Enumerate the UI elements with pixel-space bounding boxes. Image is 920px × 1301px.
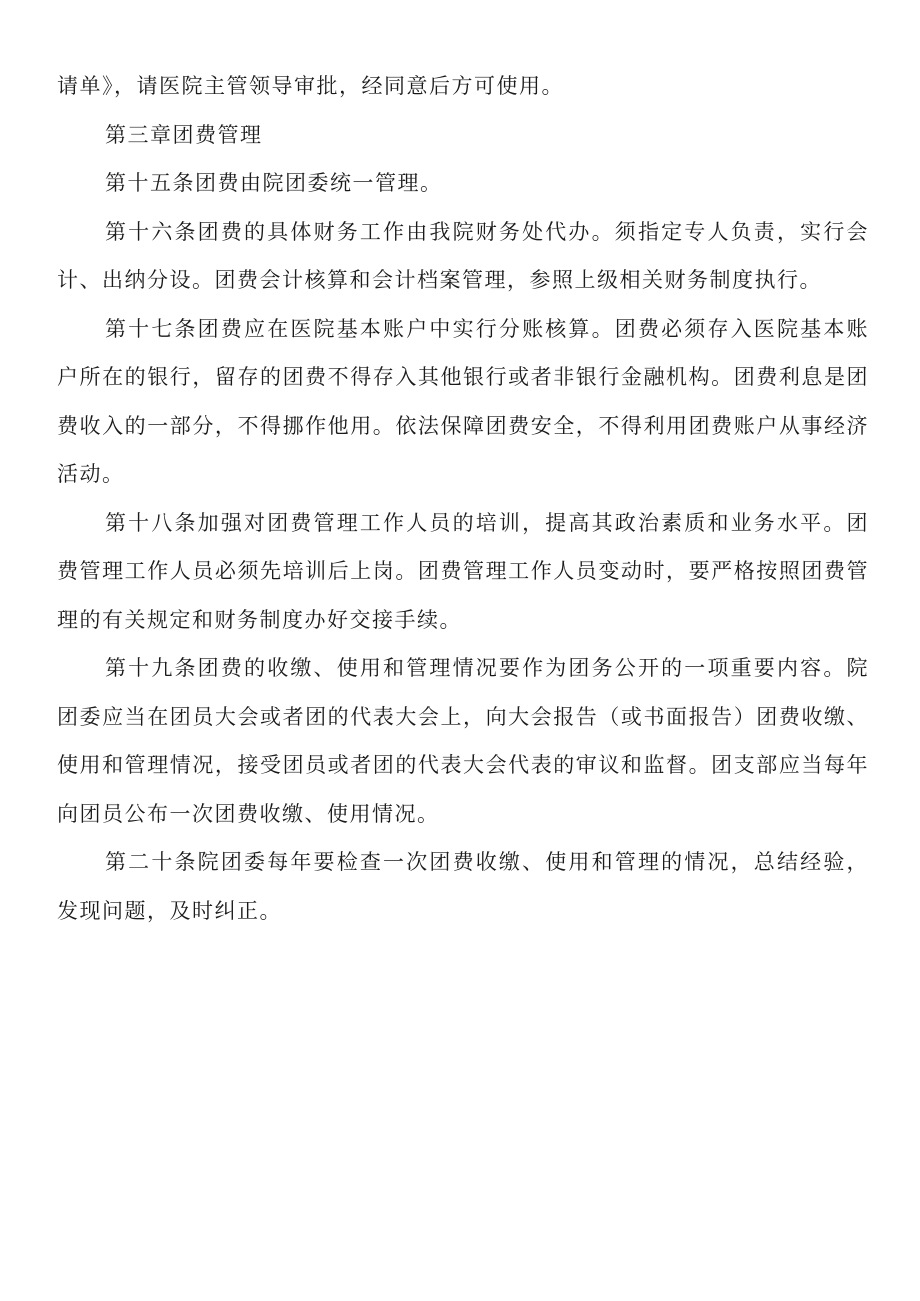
document-body bbox=[57, 62, 869, 935]
article-16: 第十六条团费的具体财务工作由我院财务处代办。须指定专人负责，实行会计、出纳分设。团费会计核算和会计档案管理，参照上级相关财务制度执行。 bbox=[57, 219, 869, 292]
article-20: 第二十条院团委每年要检查一次团费收缴、使用和管理的情况，总结经验，发现问题，及时纠正。 bbox=[57, 850, 869, 923]
article-18: 第十八条加强对团费管理工作人员的培训，提高其政治素质和业务水平。团费管理工作人员必须先培训后上岗。团费管理工作人员变动时，要严格按照团费管理的有关规定和财务制度办好交接手续。 bbox=[57, 510, 869, 632]
chapter-heading: 第三章团费管理 bbox=[105, 122, 263, 147]
article-15: 第十五条团费由院团委统一管理。 bbox=[105, 171, 443, 195]
article-19: 第十九条团费的收缴、使用和管理情况要作为团务公开的一项重要内容。院团委应当在团员大会或者团的代表大会上，向大会报告（或书面报告）团费收缴、使用和管理情况，接受团员或者团的代表大会代表的审议和监督。团支部应当每年向团员公布一次团费收缴、使用情况。 bbox=[57, 656, 869, 826]
article-17: 第十七条团费应在医院基本账户中实行分账核算。团费必须存入医院基本账户所在的银行，留存的团费不得存入其他银行或者非银行金融机构。团费利息是团费收入的一部分，不得挪作他用。依法保障团费安全，不得利用团费账户从事经济活动。 bbox=[57, 316, 869, 486]
paragraph-continuation: 请单》，请医院主管领导审批，经同意后方可使用。 bbox=[57, 74, 564, 98]
